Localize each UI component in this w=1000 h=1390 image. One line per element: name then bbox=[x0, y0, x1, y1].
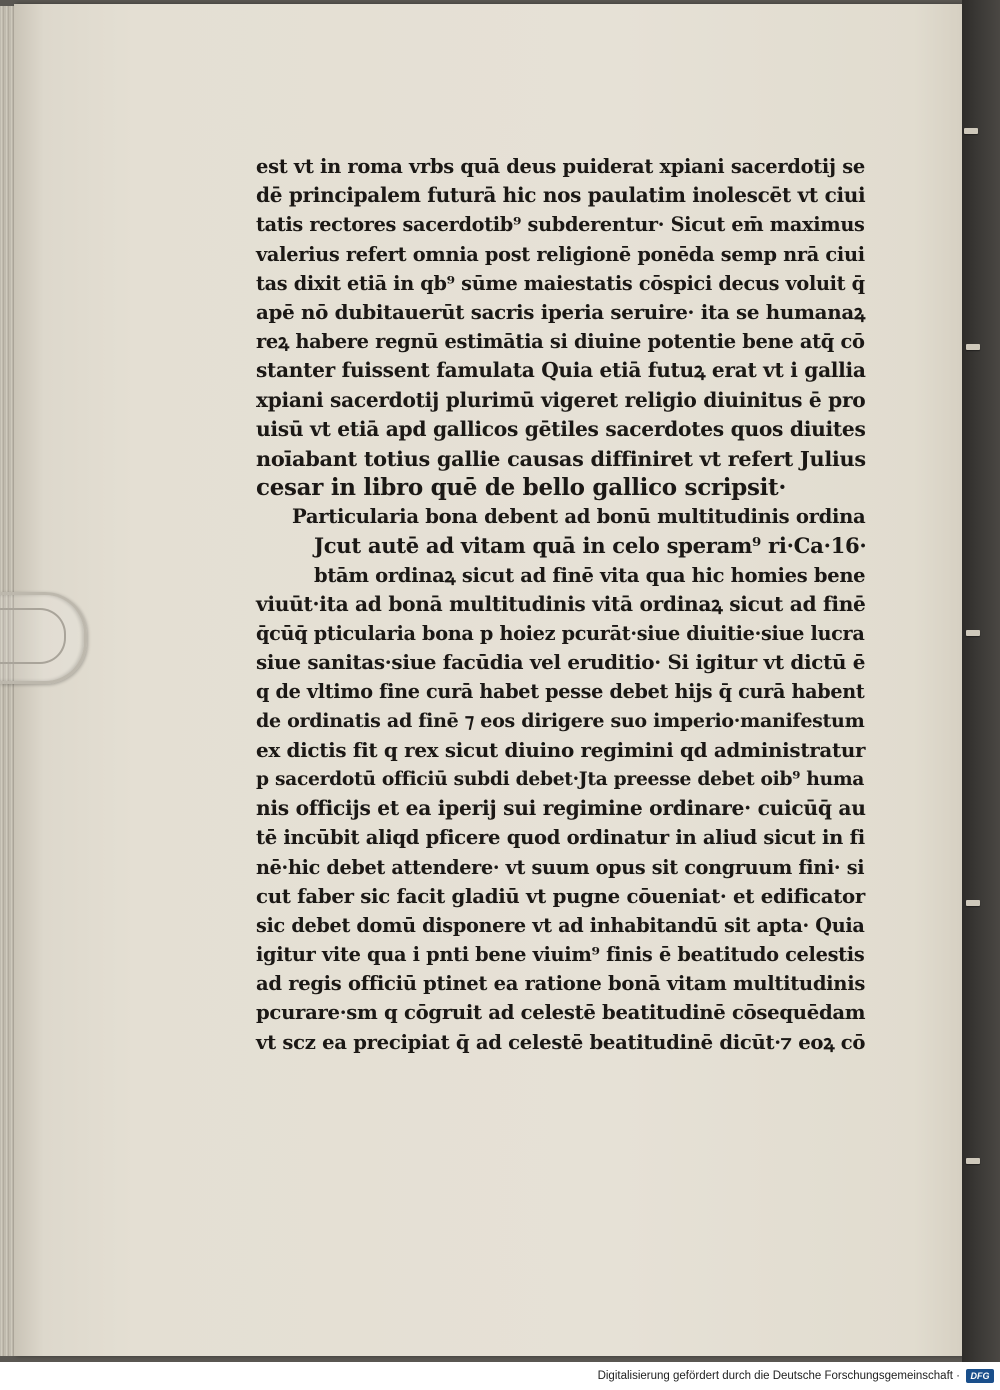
text-line: dē principalem futurā hic nos paulatim inolescēt vt ciui bbox=[256, 183, 866, 208]
text-line: vt scz ea precipiat q̄ ad celestē beatitudinē dicūt·⁊ eoꝝ cō bbox=[256, 1030, 866, 1054]
text-line: ex dictis fit q rex sicut diuino regimini qd administratur bbox=[256, 737, 866, 762]
page-tab bbox=[966, 1158, 980, 1164]
text-line: Jcut autē ad vitam quā in celo speram⁹ ri·Ca·16· bbox=[314, 533, 867, 559]
text-line: q de vltimo fine curā habet pesse debet hijs q̄ curā habent bbox=[256, 680, 865, 704]
text-line: valerius refert omnia post religionē ponēda semp nrā ciui bbox=[256, 242, 865, 266]
page-tab bbox=[964, 128, 978, 134]
text-line: tatis rectores sacerdotib⁹ subderentur· Sicut em̄ maximus bbox=[256, 213, 865, 237]
page-tab bbox=[966, 900, 980, 906]
text-line: de ordinatis ad finē ⁊ eos dirigere suo imperio·manifestum bbox=[256, 709, 865, 732]
text-line: igitur vite qua i pnti bene viuim⁹ finis ē beatitudo celestis bbox=[256, 943, 865, 967]
paper-clip-inner bbox=[0, 608, 66, 664]
digitization-credit: Digitalisierung gefördert durch die Deutsche Forschungsgemeinschaft · bbox=[597, 1370, 960, 1382]
text-line: cut faber sic facit gladiū vt pugne cōueniat· et edificator bbox=[256, 883, 866, 908]
footer-bar bbox=[0, 1362, 1000, 1390]
text-line: uisū vt etiā apd gallicos gētiles sacerdotes quos diuites bbox=[256, 416, 866, 441]
text-line: pcurare·sm q cōgruit ad celestē beatitudinē cōsequēdam bbox=[256, 1001, 866, 1025]
text-line: ad regis officiū ptinet ea ratione bonā vitam multitudinis bbox=[256, 972, 866, 996]
text-line: cesar in libro quē de bello gallico scripsit· bbox=[256, 474, 787, 502]
text-line: apē nō dubitauerūt sacris iperia seruire· ita se humanaꝝ bbox=[256, 299, 866, 324]
text-line: siue sanitas·siue facūdia vel eruditio· Si igitur vt dictū ē bbox=[256, 650, 866, 675]
text-line: viuūt·ita ad bonā multitudinis vitā ordinaꝝ sicut ad finē bbox=[256, 591, 866, 616]
text-line: nis officijs et ea iperij sui regimine ordinare· cuicūq̄ au bbox=[256, 796, 866, 821]
scan-right-edge bbox=[962, 0, 1000, 1362]
text-line: tas dixit etiā in qb⁹ sūme maiestatis cōspici decus voluit q̄ bbox=[256, 271, 865, 295]
text-line: sic debet domū disponere vt ad inhabitandū sit apta· Quia bbox=[256, 913, 865, 937]
text-line: btām ordinaꝝ sicut ad finē vita qua hic homies bene bbox=[314, 563, 866, 587]
text-line: stanter fuissent famulata Quia etiā futuꝝ erat vt i gallia bbox=[256, 358, 866, 383]
text-line: xpiani sacerdotij plurimū vigeret religio diuinitus ē pro bbox=[256, 387, 866, 412]
text-line: q̄cūq̄ pticularia bona p hoiez pcurāt·siue diuitie·siue lucra bbox=[256, 622, 865, 645]
text-line: noīabant totius gallie causas diffiniret vt refert Julius bbox=[256, 445, 866, 471]
printed-text-block bbox=[256, 152, 867, 1057]
text-line: nē·hic debet attendere· vt suum opus sit congruum fini· si bbox=[256, 855, 865, 879]
page-tab bbox=[966, 344, 980, 350]
text-line: reꝝ habere regnū estimātia si diuine potentie bene atq̄ cō bbox=[256, 330, 865, 354]
text-line: tē incūbit aliqd pficere quod ordinatur in aliud sicut in fi bbox=[256, 826, 865, 850]
text-line: p sacerdotū officiū subdi debet·Jta preesse debet oib⁹ huma bbox=[256, 767, 865, 790]
text-line: est vt in roma vrbs quā deus puiderat xpiani sacerdotij se bbox=[256, 155, 865, 178]
page-tab bbox=[966, 630, 980, 636]
dfg-logo: DFG bbox=[966, 1369, 994, 1383]
chapter-heading: Particularia bona debent ad bonū multitudinis ordina bbox=[292, 505, 866, 529]
